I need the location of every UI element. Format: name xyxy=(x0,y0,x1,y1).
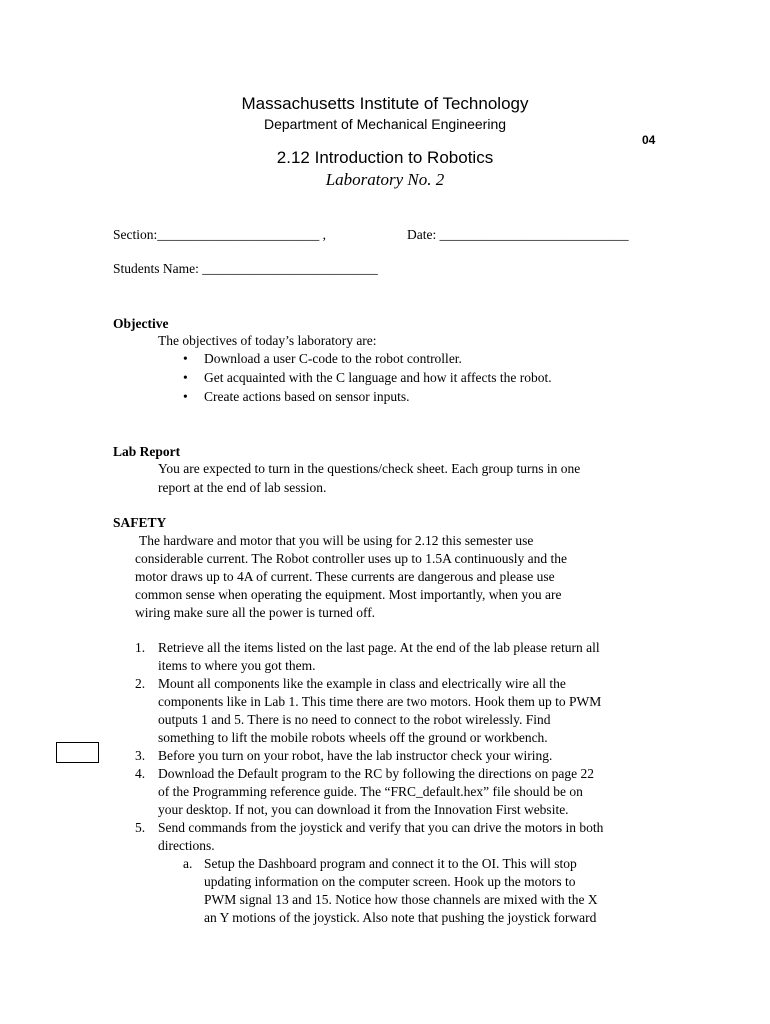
lab-report-line: You are expected to turn in the questions/check sheet. Each group turns in one xyxy=(158,461,581,476)
lab-title: Laboratory No. 2 xyxy=(325,170,445,189)
step-number: 4. xyxy=(135,766,146,781)
lab-report-line: report at the end of lab session. xyxy=(158,480,327,495)
section-field[interactable]: Section:________________________ , xyxy=(113,227,326,242)
course-title: 2.12 Introduction to Robotics xyxy=(276,148,494,167)
substep-letter: a. xyxy=(183,856,193,871)
safety-line: wiring make sure all the power is turned off. xyxy=(135,605,376,620)
step-line: Send commands from the joystick and verify that you can drive the motors in both xyxy=(158,820,604,835)
date-field[interactable]: Date: ____________________________ xyxy=(407,227,629,242)
step-line: items to where you got them. xyxy=(158,658,316,673)
objective-heading: Objective xyxy=(113,316,169,331)
step-number: 5. xyxy=(135,820,146,835)
step-line: outputs 1 and 5. There is no need to connect to the robot wirelessly. Find xyxy=(158,712,551,727)
step-line: of the Programming reference guide. The “FRC_default.hex” file should be on xyxy=(158,784,583,799)
step-number: 1. xyxy=(135,640,146,655)
safety-line: common sense when operating the equipment. Most importantly, when you are xyxy=(135,587,562,602)
institution-title: Massachusetts Institute of Technology xyxy=(241,94,529,113)
safety-heading: SAFETY xyxy=(113,515,167,530)
list-item: • Get acquainted with the C language and how it affects the robot. xyxy=(162,369,642,388)
step-line: components like in Lab 1. This time there are two motors. Hook them up to PWM xyxy=(158,694,602,709)
safety-line: motor draws up to 4A of current. These currents are dangerous and please use xyxy=(135,569,555,584)
step-line: Download the Default program to the RC by following the directions on page 22 xyxy=(158,766,595,781)
substep-line: Setup the Dashboard program and connect it to the OI. This will stop xyxy=(204,856,577,871)
step-line: directions. xyxy=(158,838,215,853)
step-line: Before you turn on your robot, have the lab instructor check your wiring. xyxy=(158,748,553,763)
department-title: Department of Mechanical Engineering xyxy=(263,116,507,132)
students-name-field[interactable]: Students Name: __________________________ xyxy=(113,261,378,276)
check-box[interactable] xyxy=(56,742,99,763)
step-number: 2. xyxy=(135,676,146,691)
objective-intro: The objectives of today’s laboratory are: xyxy=(158,333,377,348)
step-line: your desktop. If not, you can download it from the Innovation First website. xyxy=(158,802,569,817)
substep-line: updating information on the computer screen. Hook up the motors to xyxy=(204,874,576,889)
substep-line: an Y motions of the joystick. Also note that pushing the joystick forward xyxy=(204,910,597,925)
safety-line: considerable current. The Robot controller uses up to 1.5A continuously and the xyxy=(135,551,568,566)
safety-line: The hardware and motor that you will be using for 2.12 this semester use xyxy=(139,533,534,548)
step-line: something to lift the mobile robots wheels off the ground or workbench. xyxy=(158,730,548,745)
lab-report-heading: Lab Report xyxy=(113,444,181,459)
list-item: • Create actions based on sensor inputs. xyxy=(162,388,642,407)
step-line: Retrieve all the items listed on the last page. At the end of the lab please return all xyxy=(158,640,600,655)
substep-line: PWM signal 13 and 15. Notice how those channels are mixed with the X xyxy=(204,892,598,907)
list-item: • Download a user C-code to the robot controller. xyxy=(162,350,642,369)
step-line: Mount all components like the example in class and electrically wire all the xyxy=(158,676,566,691)
objective-list xyxy=(162,350,642,407)
step-number: 3. xyxy=(135,748,146,763)
page-code: 04 xyxy=(642,133,656,147)
